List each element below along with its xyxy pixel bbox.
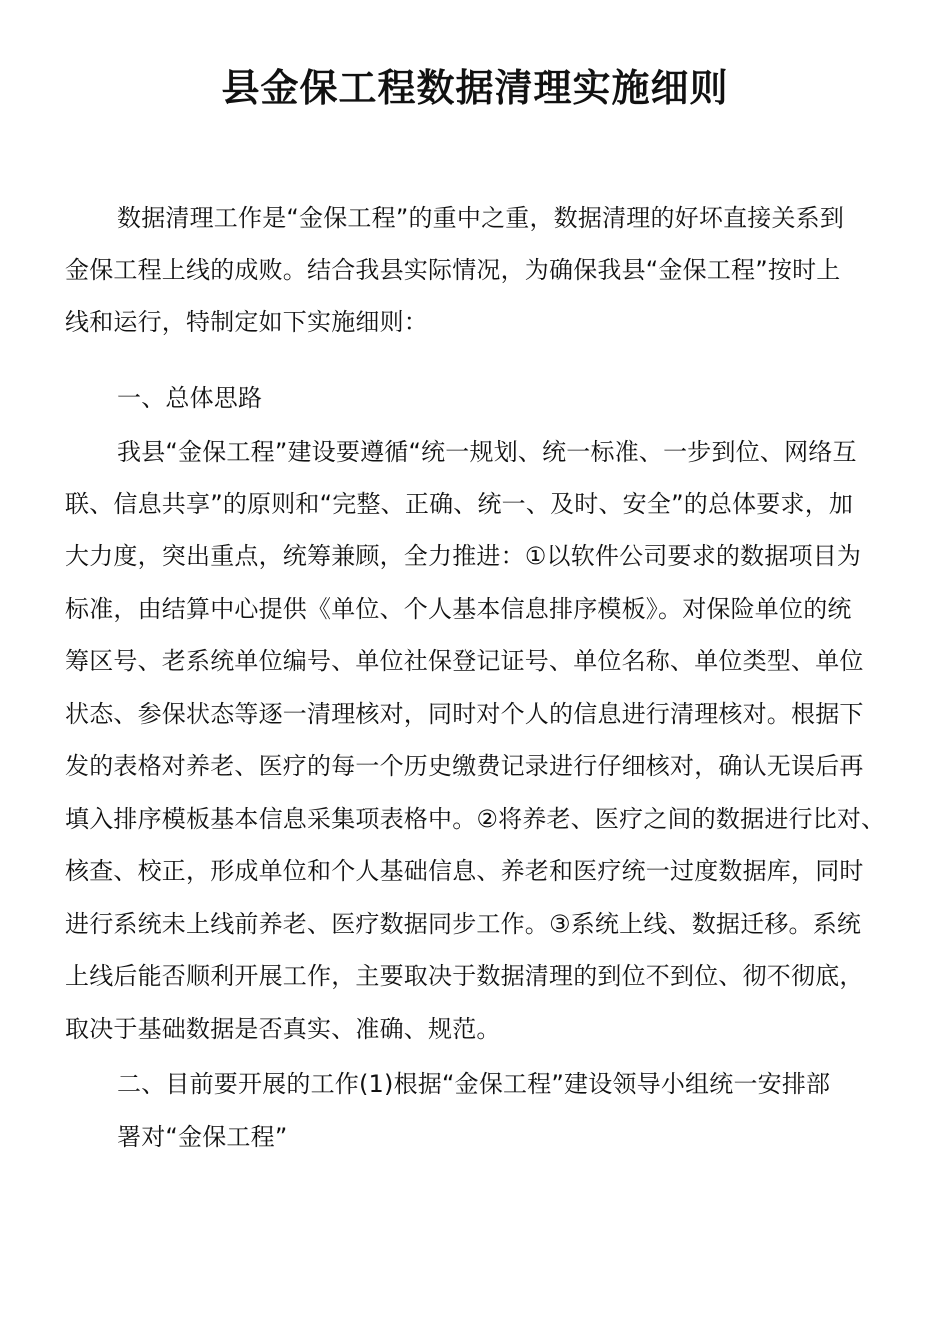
section-heading: 二、目前要开展的工作(1)根据“金保工程”建设领导小组统一安排部 [117,1070,831,1098]
intro-line: 线和运行，特制定如下实施细则： [65,308,428,336]
paragraph-line: 状态、参保状态等逐一清理核对，同时对个人的信息进行清理核对。根据下 [65,700,864,728]
paragraph-line: 大力度，突出重点，统筹兼顾，全力推进：①以软件公司要求的数据项目为 [65,542,862,570]
paragraph-line: 发的表格对养老、医疗的每一个历史缴费记录进行仔细核对，确认无误后再 [65,752,864,780]
paragraph-line: 署对“金保工程” [117,1123,288,1151]
paragraph-line: 筹区号、老系统单位编号、单位社保登记证号、单位名称、单位类型、单位 [65,647,864,675]
document-title: 县金保工程数据清理实施细则 [221,66,729,110]
paragraph-line: 联、信息共享”的原则和“完整、正确、统一、及时、安全”的总体要求，加 [65,490,854,518]
paragraph-line: 我县“金保工程”建设要遵循“统一规划、统一标准、一步到位、网络互 [117,438,857,466]
paragraph-line: 进行系统未上线前养老、医疗数据同步工作。③系统上线、数据迁移。系统 [65,910,862,938]
paragraph-line: 上线后能否顺利开展工作，主要取决于数据清理的到位不到位、彻不彻底， [65,962,864,990]
paragraph-line: 填入排序模板基本信息采集项表格中。②将养老、医疗之间的数据进行比对、 [65,805,886,833]
section-heading: 一、总体思路 [117,384,263,412]
intro-line: 金保工程上线的成败。结合我县实际情况，为确保我县“金保工程”按时上 [65,256,841,284]
paragraph-line: 标准，由结算中心提供《单位、个人基本信息排序模板》。对保险单位的统 [65,595,852,623]
intro-line: 数据清理工作是“金保工程”的重中之重，数据清理的好坏直接关系到 [117,204,845,232]
paragraph-line: 核查、校正，形成单位和个人基础信息、养老和医疗统一过度数据库，同时 [65,857,864,885]
paragraph-line: 取决于基础数据是否真实、准确、规范。 [65,1015,501,1043]
